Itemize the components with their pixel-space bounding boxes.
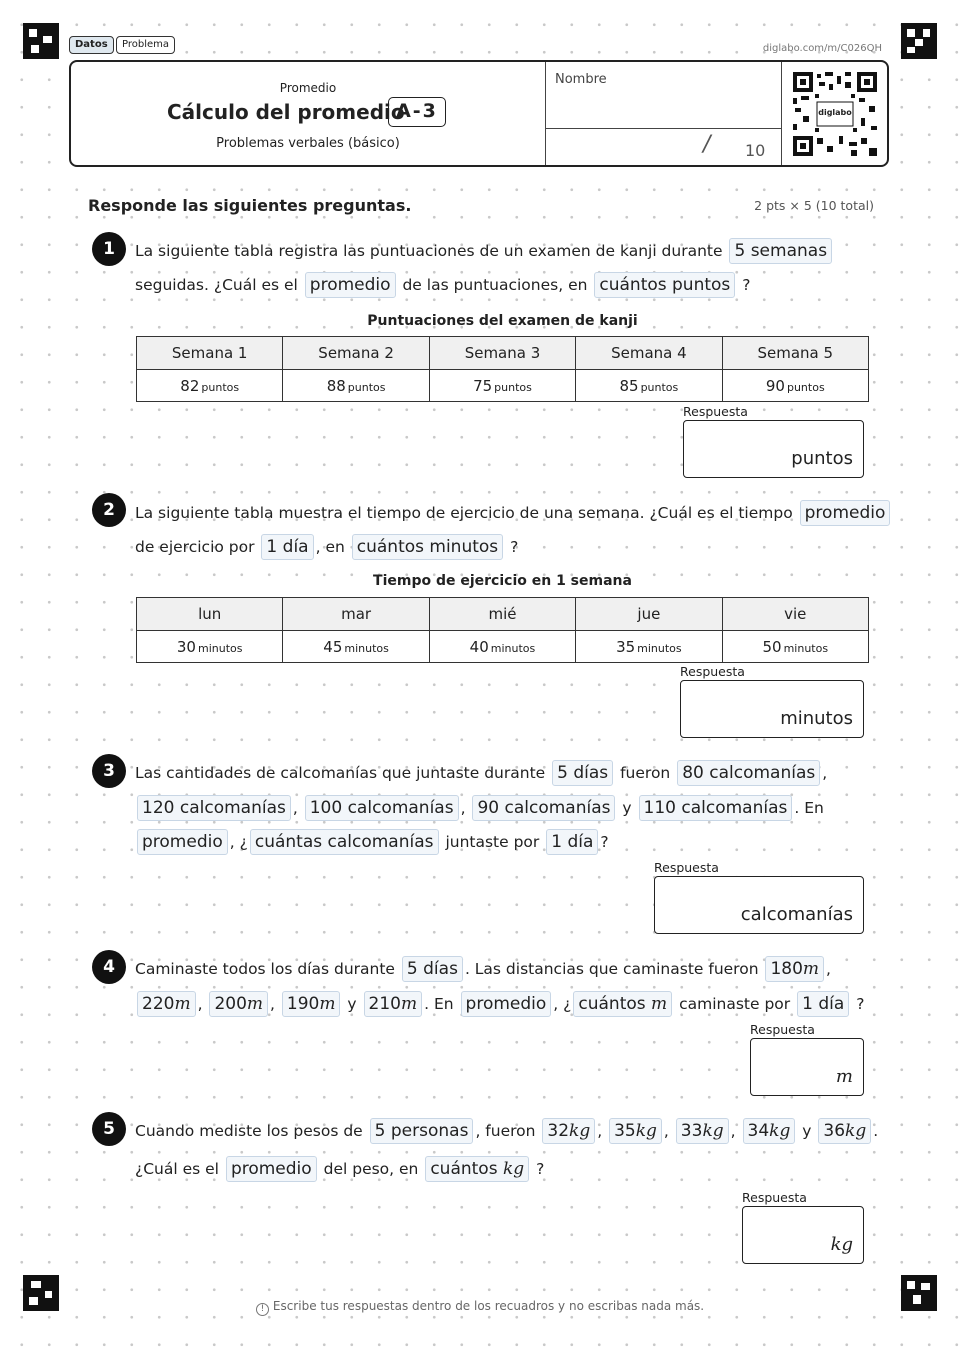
highlight-quantity: 5 días: [402, 956, 463, 982]
question-text: Caminaste todos los días durante 5 días . Las distancias que caminaste fueron 180m ,: [135, 956, 831, 982]
table-header-cell: jue: [576, 598, 722, 631]
highlight-quantity: 110 calcomanías: [639, 795, 793, 821]
table-cell: 88 puntos: [283, 370, 429, 402]
answer-box[interactable]: [654, 876, 864, 934]
name-label: Nombre: [555, 72, 607, 87]
highlight-keyword: cuántos kg: [425, 1156, 529, 1182]
answer-box[interactable]: [742, 1206, 864, 1264]
score-slash: /: [703, 132, 711, 157]
worksheet-title: Cálculo del promedio: [167, 100, 405, 124]
table-cell: 45 minutos: [283, 631, 429, 663]
answer-unit: puntos: [791, 448, 853, 469]
highlight-quantity: 5 personas: [370, 1118, 474, 1144]
name-field[interactable]: [546, 92, 780, 126]
table-header-cell: Semana 2: [283, 337, 429, 370]
header-divider: [781, 62, 782, 165]
highlight-quantity: 210m: [364, 991, 423, 1017]
highlight-quantity: 33kg: [676, 1118, 729, 1144]
question-text: seguidas. ¿Cuál es el promedio de las puntuaciones, en cuántos puntos ?: [135, 272, 750, 298]
answer-label: Respuesta: [742, 1190, 807, 1205]
table-row: [137, 631, 869, 663]
info-icon: !: [256, 1303, 269, 1316]
highlight-quantity: 1 día: [797, 991, 849, 1017]
highlight-quantity: 34kg: [743, 1118, 796, 1144]
corner-marker-top-right: [901, 23, 937, 59]
table-cell: 90 puntos: [722, 370, 868, 402]
question-text: Las cantidades de calcomanías que juntaste durante 5 días fueron 80 calcomanías ,: [135, 760, 827, 786]
table-row: [137, 370, 869, 402]
highlight-quantity: 220m: [137, 991, 196, 1017]
worksheet-category: Promedio: [279, 81, 337, 95]
highlight-keyword: promedio: [137, 829, 228, 855]
question-text: La siguiente tabla registra las puntuaciones de un examen de kanji durante 5 semanas: [135, 238, 834, 264]
worksheet-header: [69, 60, 889, 167]
highlight-quantity: 120 calcomanías: [137, 795, 291, 821]
highlight-keyword: promedio: [226, 1156, 317, 1182]
table-header-cell: Semana 4: [576, 337, 722, 370]
answer-label: Respuesta: [683, 404, 748, 419]
table-header-cell: mié: [429, 598, 575, 631]
site-url: diglabo.com/m/C026QH: [762, 43, 882, 54]
highlight-keyword: cuántos minutos: [352, 534, 503, 560]
table-cell: 75 puntos: [429, 370, 575, 402]
highlight-quantity: 1 día: [546, 829, 598, 855]
table-header-cell: vie: [722, 598, 868, 631]
answer-box[interactable]: [750, 1038, 864, 1096]
question-text: ¿Cuál es el promedio del peso, en cuántos kg ?: [135, 1156, 544, 1182]
question-number: 5: [92, 1112, 126, 1146]
answer-unit: kg: [830, 1234, 853, 1255]
qr-label: diglabo: [818, 108, 852, 117]
highlight-quantity: 35kg: [609, 1118, 662, 1144]
highlight-quantity: 90 calcomanías: [472, 795, 615, 821]
highlight-keyword: cuántos puntos: [594, 272, 735, 298]
highlight-quantity: 1 día: [261, 534, 313, 560]
data-table: [136, 597, 869, 663]
qr-code: [793, 72, 877, 156]
tag-data: Datos: [69, 36, 114, 54]
table-cell: 82 puntos: [137, 370, 283, 402]
corner-marker-top-left: [23, 23, 59, 59]
answer-label: Respuesta: [680, 664, 745, 679]
table-title: Tiempo de ejercicio en 1 semana: [373, 573, 632, 589]
worksheet-subtitle: Problemas verbales (básico): [216, 136, 400, 151]
table-cell: 40 minutos: [429, 631, 575, 663]
highlight-keyword: promedio: [461, 991, 552, 1017]
tag-problem: Problema: [116, 36, 175, 54]
highlight-quantity: 32kg: [542, 1118, 595, 1144]
highlight-quantity: 200m: [209, 991, 268, 1017]
table-header-cell: Semana 1: [137, 337, 283, 370]
answer-label: Respuesta: [654, 860, 719, 875]
question-number: 1: [92, 232, 126, 266]
question-text: de ejercicio por 1 día , en cuántos minutos ?: [135, 534, 518, 560]
table-cell: 35 minutos: [576, 631, 722, 663]
table-header-cell: Semana 5: [722, 337, 868, 370]
table-header-cell: lun: [137, 598, 283, 631]
table-header-row: [137, 337, 869, 370]
table-cell: 50 minutos: [722, 631, 868, 663]
answer-unit: minutos: [780, 708, 853, 729]
table-header-cell: Semana 3: [429, 337, 575, 370]
highlight-quantity: 36kg: [818, 1118, 871, 1144]
question-text: La siguiente tabla muestra el tiempo de ejercicio de una semana. ¿Cuál es el tiempo promedio: [135, 500, 892, 526]
highlight-quantity: 5 semanas: [729, 238, 832, 264]
answer-unit: calcomanías: [740, 904, 853, 925]
question-text: Cuando mediste los pesos de 5 personas , fueron 32kg , 35kg , 33kg , 34kg y 36kg .: [135, 1118, 878, 1144]
highlight-keyword: promedio: [800, 500, 891, 526]
table-cell: 30 minutos: [137, 631, 283, 663]
worksheet-code: A-3: [388, 97, 446, 127]
highlight-keyword: cuántas calcomanías: [250, 829, 439, 855]
highlight-quantity: 5 días: [552, 760, 613, 786]
highlight-quantity: 80 calcomanías: [677, 760, 820, 786]
answer-box[interactable]: [683, 420, 864, 478]
table-header-cell: mar: [283, 598, 429, 631]
table-title: Puntuaciones del examen de kanji: [367, 313, 638, 329]
points-info: 2 pts × 5 (10 total): [754, 198, 874, 213]
table-header-row: [137, 598, 869, 631]
question-text: 220m , 200m , 190m y 210m . En promedio , ¿ cuántos m caminaste por 1 día ?: [135, 991, 864, 1017]
highlight-keyword: promedio: [305, 272, 396, 298]
instructions: Responde las siguientes preguntas.: [88, 196, 412, 215]
data-table: [136, 336, 869, 402]
score-total: 10: [745, 141, 766, 160]
header-divider: [545, 128, 781, 129]
question-text: promedio , ¿ cuántas calcomanías juntaste por 1 día ?: [135, 829, 609, 855]
highlight-keyword: cuántos m: [573, 991, 672, 1017]
highlight-quantity: 100 calcomanías: [305, 795, 459, 821]
answer-unit: m: [835, 1066, 853, 1087]
highlight-quantity: 180m: [765, 956, 824, 982]
answer-box[interactable]: [680, 680, 864, 738]
footer-note: ! Escribe tus respuestas dentro de los recuadros y no escribas nada más.: [0, 1299, 960, 1316]
question-number: 4: [92, 950, 126, 984]
question-text: 120 calcomanías , 100 calcomanías , 90 calcomanías y 110 calcomanías . En: [135, 795, 824, 821]
question-number: 3: [92, 754, 126, 788]
question-number: 2: [92, 493, 126, 527]
score-field[interactable]: [546, 130, 696, 164]
table-cell: 85 puntos: [576, 370, 722, 402]
answer-label: Respuesta: [750, 1022, 815, 1037]
highlight-quantity: 190m: [282, 991, 341, 1017]
